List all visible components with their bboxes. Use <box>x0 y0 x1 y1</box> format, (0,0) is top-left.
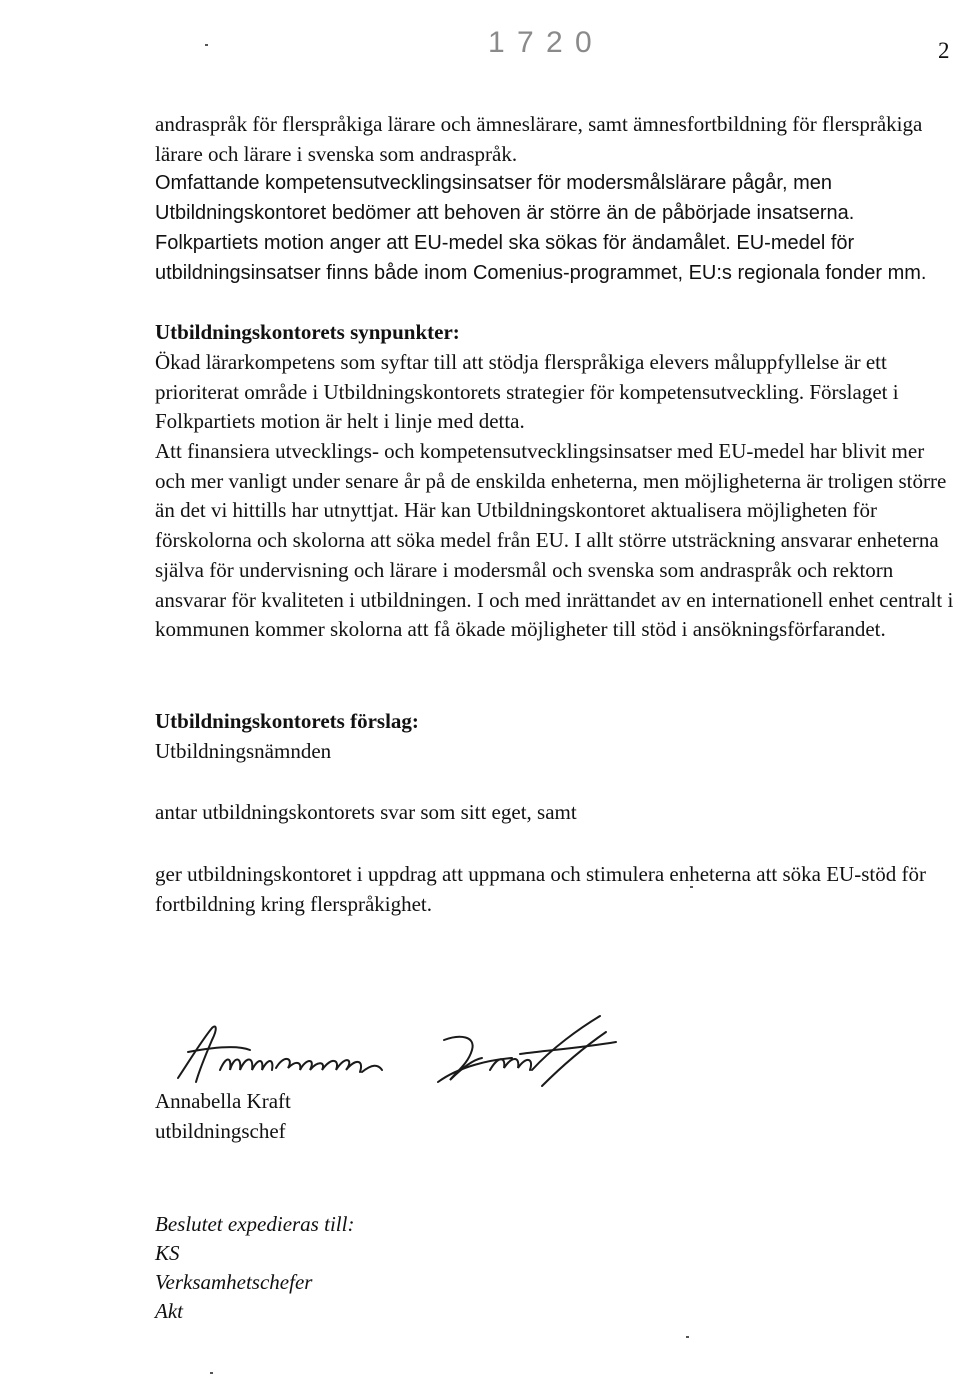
letter-body <box>155 110 955 919</box>
forslag-item: ger utbildningskontoret i uppdrag att uppmana och stimulera enheterna att söka EU-stöd för fortbildning kring flerspråkighet. <box>155 862 926 916</box>
forslag-item: antar utbildningskontorets svar som sitt eget, samt <box>155 800 577 825</box>
intro-paragraph: Folkpartiets motion anger att EU-medel ska sökas för ändamålet. EU-medel för utbildningsinsatser finns både inom Comenius-programmet, EU:s regionala fonder mm. <box>155 231 927 284</box>
forslag-heading: Utbildningskontorets förslag: <box>155 708 419 733</box>
synpunkter-heading: Utbildningskontorets synpunkter: <box>155 320 460 345</box>
signature-block <box>155 1086 291 1146</box>
scan-speck <box>205 44 208 46</box>
distribution-list <box>155 1210 354 1326</box>
distribution-recipient: Verksamhetschefer <box>155 1270 313 1294</box>
distribution-recipient: KS <box>155 1241 180 1265</box>
synpunkter-paragraph: Att finansiera utvecklings- och kompetensutvecklingsinsatser med EU-medel har blivit mer och mer vanligt under senare år på de enskilda enheterna, men möjligheterna är troligen större än det vi hittills har utnyttjat. Här kan Utbildningskontoret aktualisera möjligheten för förskolorna och skolorna att söka medel från EU. I allt större utsträckning ansvarar enheterna själva för undervisning och lärare i modersmål och svenska som andraspråk och rektorn ansvarar för kvaliteten i utbildningen. I och med inrättandet av en internationell enhet centralt i kommunen kommer skolorna att få ökade möjligheter till stöd i ansökningsförfarandet. <box>155 439 954 642</box>
signatory-title: utbildningschef <box>155 1119 286 1143</box>
synpunkter-paragraph: Ökad lärarkompetens som syftar till att stödja flerspråkiga elevers måluppfyllelse är ett prioriterat område i Utbildningskontorets strategier för kompetensutveckling. Förslaget i Folkpartiets motion är helt i linje med detta. <box>155 349 899 434</box>
signatory-name: Annabella Kraft <box>155 1089 291 1113</box>
forslag-subject: Utbildningsnämnden <box>155 738 332 763</box>
intro-paragraph: Omfattande kompetensutvecklingsinsatser för modersmålslärare pågår, men Utbildningskontoret bedömer att behoven är större än de påbörjade insatserna. <box>155 172 855 225</box>
filing-stamp: 1 7 2 0 <box>488 26 594 59</box>
scan-speck <box>686 1336 689 1338</box>
distribution-heading: Beslutet expedieras till: <box>155 1212 355 1236</box>
intro-paragraph: andraspråk för flerspråkiga lärare och ämneslärare, samt ämnesfortbildning för flerspråkiga lärare och lärare i svenska som andraspråk. <box>155 112 923 166</box>
page-number: 2 <box>938 38 950 63</box>
distribution-recipient: Akt <box>155 1299 183 1323</box>
scan-speck <box>210 1372 213 1374</box>
